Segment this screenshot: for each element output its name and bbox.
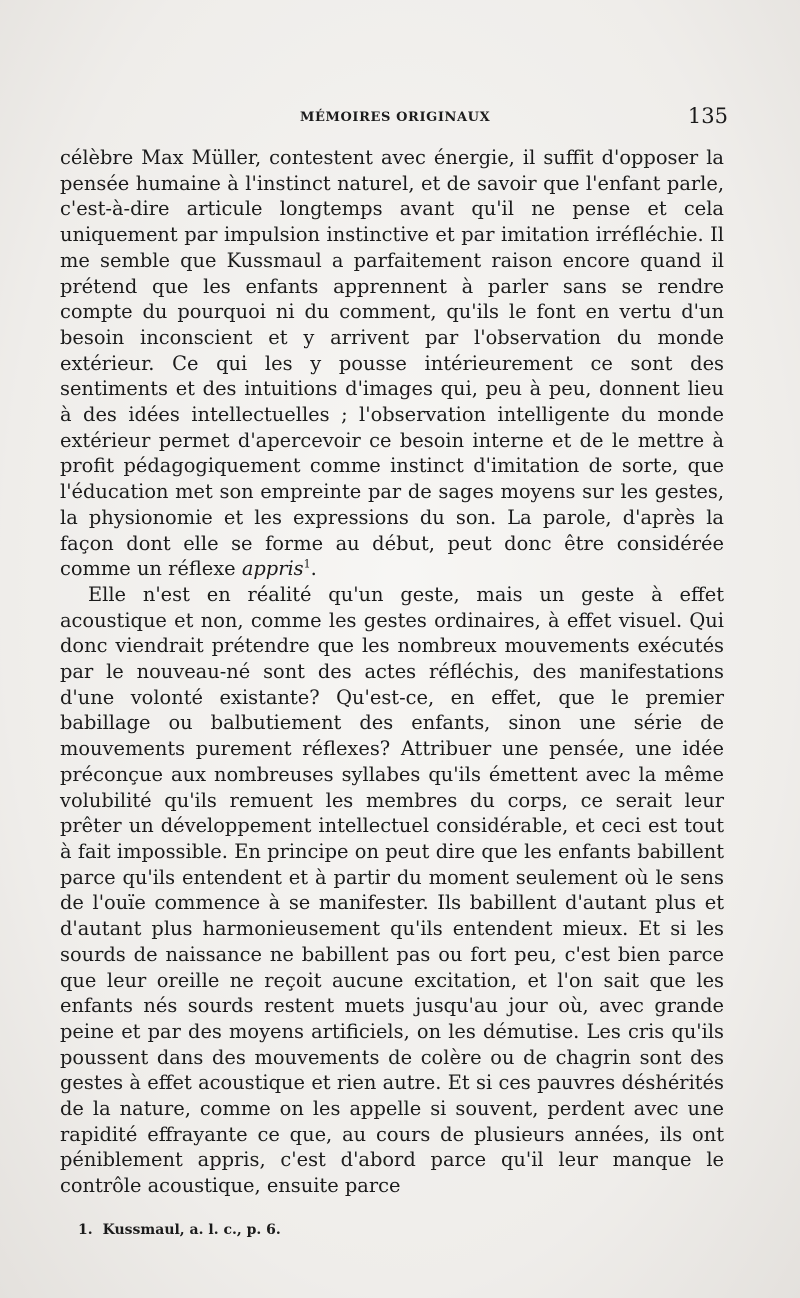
- paragraph-text: célèbre Max Müller, contestent avec énergie, il suffit d'opposer la pensée humaine à l'instinct naturel, et de savoir que l'enfant parle, c'est-à-dire articule longtemps avant qu'il ne pense et cela uniquement par impulsion instinctive et par imitation irréfléchie. Il me semble que Kussmaul a parfaitement raison encore quand il prétend que les enfants apprennent à parler sans se rendre compte du pourquoi ni du comment, qu'ils le font en vertu d'un besoin inconscient et y arrivent par l'observation du monde extérieur. Ce qui les y pousse intérieurement ce sont des sentiments et des intuitions d'images qui, peu à peu, donnent lieu à des idées intellectuelles ; l'observation intelligente du monde extérieur permet d'apercevoir ce besoin interne et de le mettre à profit pédagogiquement comme instinct d'imitation de sorte, que l'éducation met son empreinte par de sages moyens sur les gestes, la physionomie et les expressions du son. La parole, d'après la façon dont elle se forme au début, peut donc être considérée comme un réflexe: [60, 146, 724, 581]
- paragraph: [60, 145, 724, 582]
- italic-word: appris: [241, 557, 304, 581]
- page-header: [60, 104, 728, 134]
- footnote: [78, 1222, 281, 1238]
- paragraph-text: Elle n'est en réalité qu'un geste, mais un geste à effet acoustique et non, comme les gestes ordinaires, à effet visuel. Qui donc viendrait prétendre que les nombreux mouvements exécutés par le nouveau-né sont des actes réfléchis, des manifestations d'une volonté existante? Qu'est-ce, en effet, que le premier babillage ou balbutiement des enfants, sinon une série de mouvements purement réflexes? Attribuer une pensée, une idée préconçue aux nombreuses syllabes qu'ils émettent avec la même volubilité qu'ils remuent les membres du corps, ce serait leur prêter un développement intellectuel considérable, et ceci est tout à fait impossible. En principe on peut dire que les enfants babillent parce qu'ils entendent et à partir du moment seulement où le sens de l'ouïe commence à se manifester. Ils babillent d'autant plus et d'autant plus harmonieusement qu'ils entendent mieux. Et si les sourds de naissance ne babillent pas ou fort peu, c'est bien parce que leur oreille ne reçoit aucune excitation, et l'on sait que les enfants nés sourds restent muets jusqu'au jour où, avec grande peine et par des moyens artificiels, on les démutise. Les cris qu'ils poussent dans des mouvements de colère ou de chagrin sont des gestes à effet acoustique et rien autre. Et si ces pauvres déshérités de la nature, comme on les appelle si souvent, perdent avec une rapidité effrayante ce que, au cours de plusieurs années, ils ont péniblement appris, c'est d'abord parce qu'il leur manque le contrôle acoustique, ensuite parce: [60, 582, 724, 1198]
- footnote-number: 1.: [78, 1222, 93, 1238]
- footnote-reference: 1: [303, 557, 311, 571]
- running-head: MÉMOIRES ORIGINAUX: [300, 110, 491, 125]
- body-text: [60, 145, 724, 1199]
- paragraph: [60, 582, 724, 1199]
- paragraph-end: .: [310, 557, 317, 581]
- page-number: 135: [687, 104, 728, 128]
- footnote-text: Kussmaul, a. l. c., p. 6.: [102, 1222, 281, 1238]
